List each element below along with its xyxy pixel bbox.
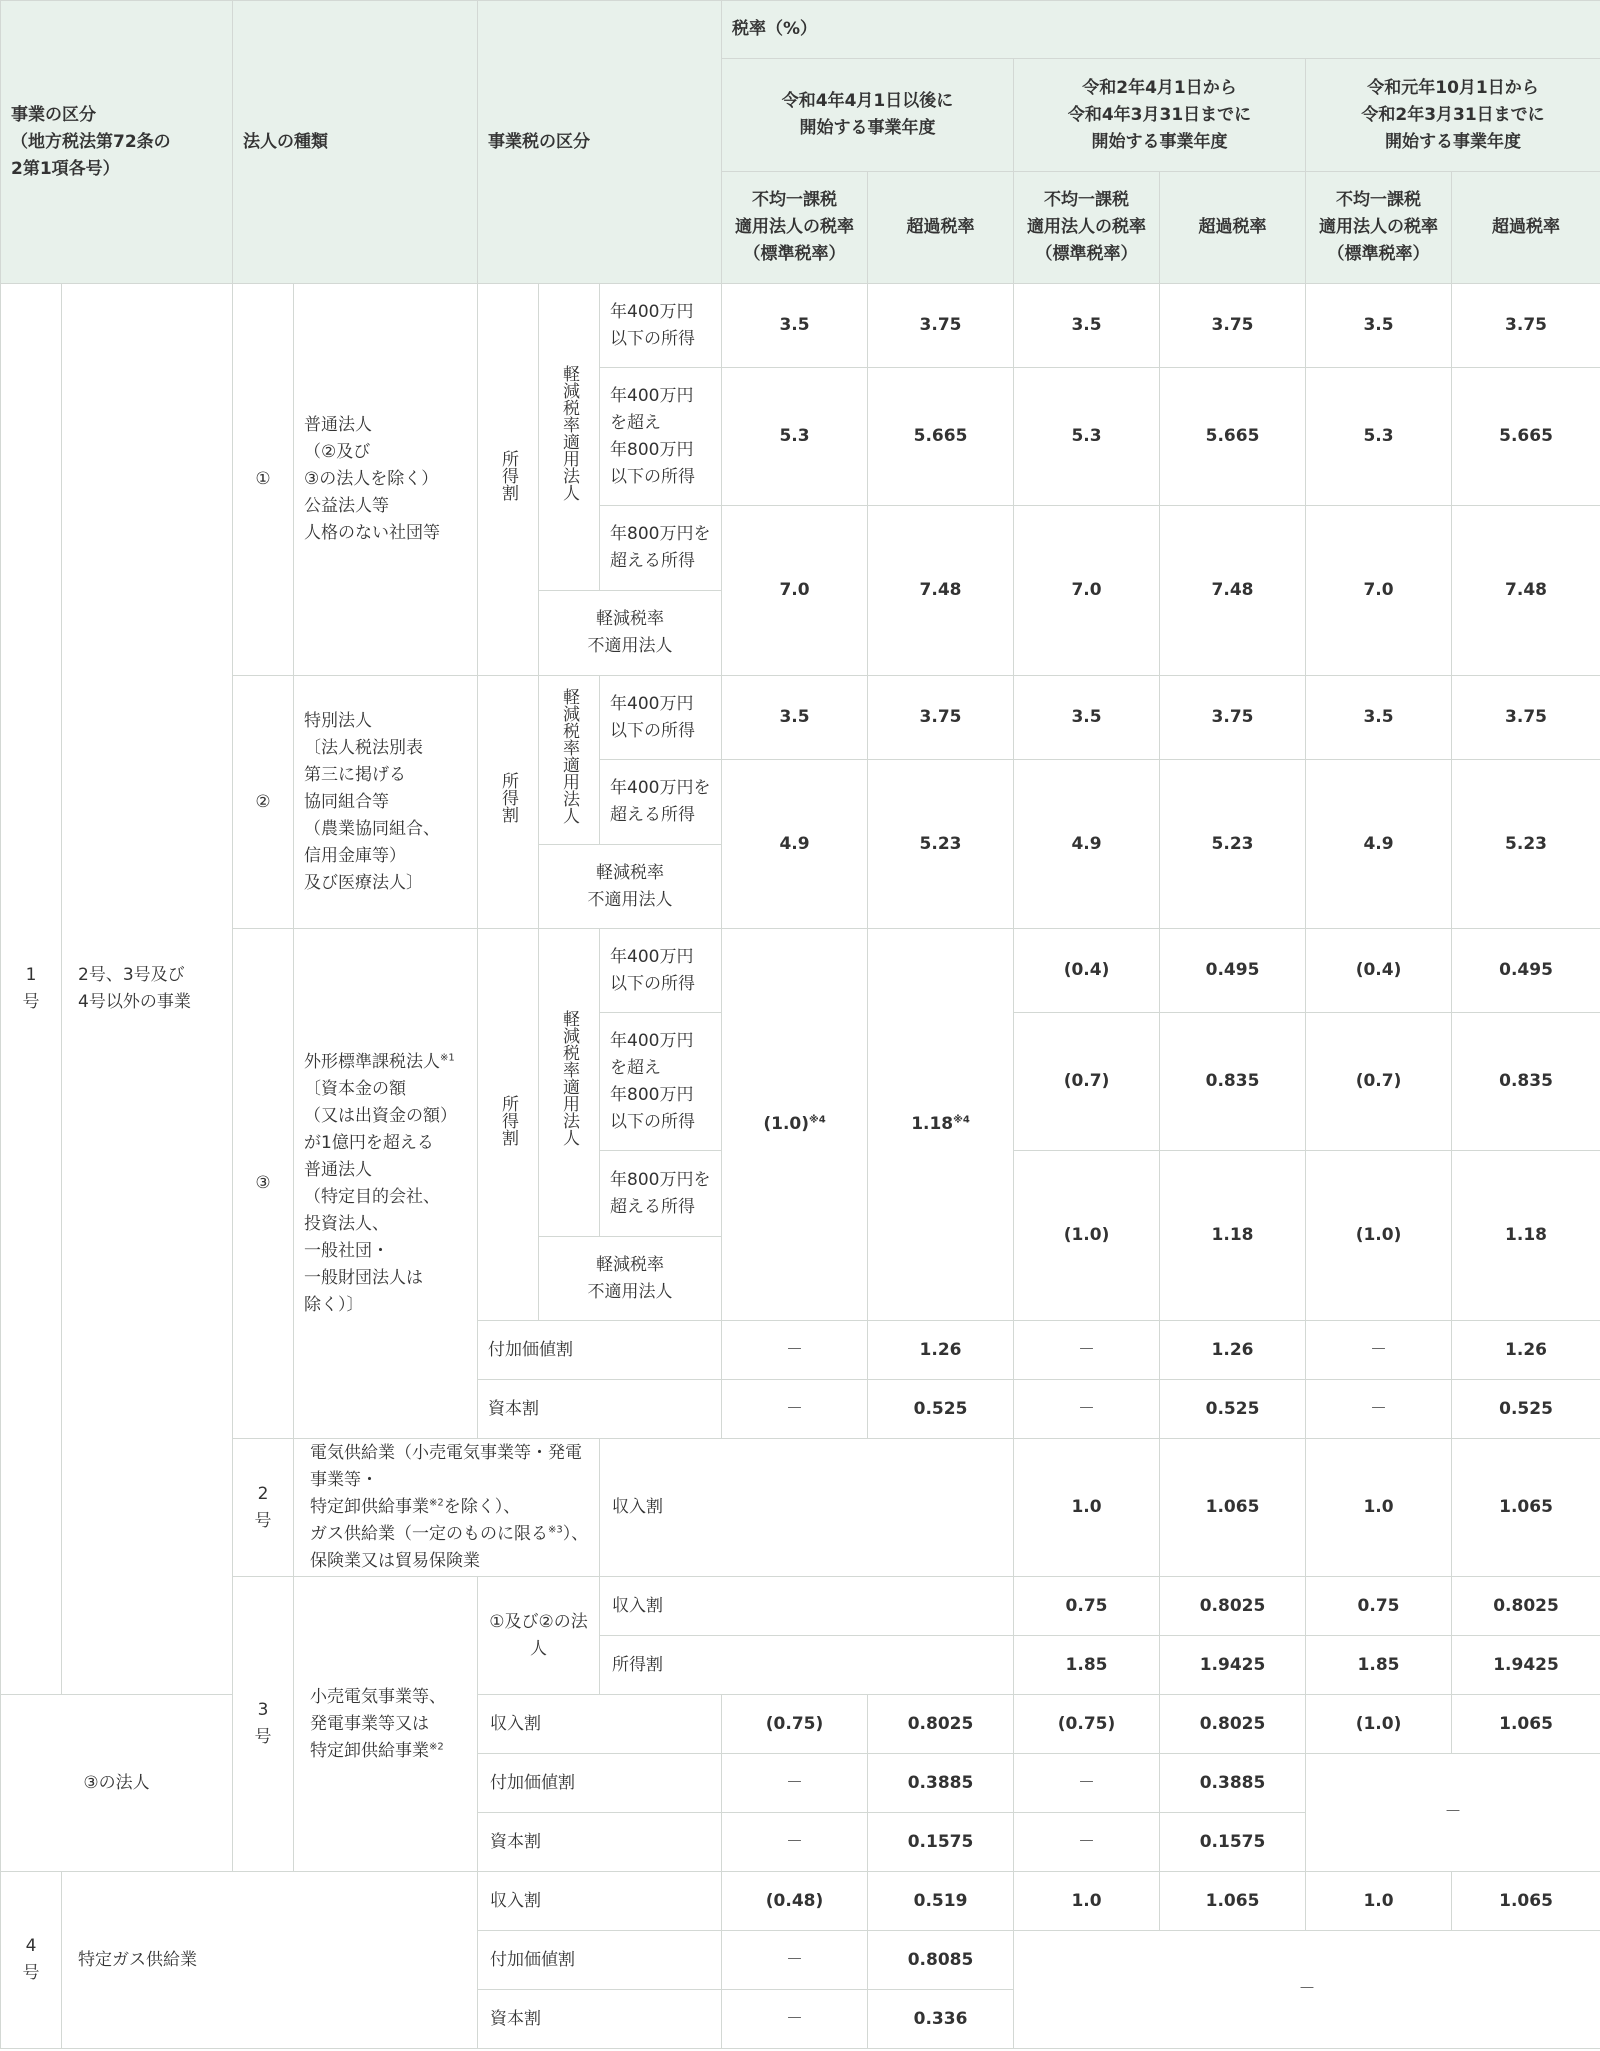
rate-value: (0.48) [722, 1872, 868, 1931]
rate-value: 3.5 [722, 676, 868, 760]
shihon-label: 資本割 [478, 1813, 722, 1872]
business-no-3: 小売電気事業等、 発電事業等又は 特定卸供給事業$^{※2}$ [294, 1577, 478, 1872]
shihon-label: 資本割 [478, 1380, 722, 1439]
rate-value: 1.065 [1160, 1439, 1306, 1577]
rate-value: 1.0 [1014, 1872, 1160, 1931]
table-row [1, 929, 1600, 1013]
rate-value: 3.75 [868, 284, 1014, 368]
rate-value: － [722, 1990, 868, 2049]
shunyu-label: 収入割 [600, 1439, 1014, 1577]
rate-value: 0.525 [868, 1380, 1014, 1439]
rate-value: － [1014, 1754, 1160, 1813]
rate-value: － [722, 1931, 868, 1990]
rate-value: 0.75 [1306, 1577, 1452, 1636]
shunyu-label: 収入割 [600, 1577, 1014, 1636]
rate-value: 0.75 [1014, 1577, 1160, 1636]
rate-value: 7.48 [868, 506, 1014, 676]
rate-value: 0.835 [1452, 1013, 1600, 1151]
corp-3-label: ③の法人 [1, 1695, 233, 1872]
corp-type-2: 特別法人 〔法人税法別表 第三に掲げる 協同組合等 （農業協同組合、 信用金庫等） 及び医療法人〕 [294, 676, 478, 929]
rate-value: 0.495 [1452, 929, 1600, 1013]
rate-value: 0.525 [1160, 1380, 1306, 1439]
corp-circle-3: ③ [233, 929, 294, 1439]
rate-value: 0.8085 [868, 1931, 1014, 1990]
rate-value: 4.9 [1014, 760, 1160, 929]
table-row [1, 284, 1600, 368]
rate-value: (1.0) [1306, 1695, 1452, 1754]
rate-value: 0.3885 [1160, 1754, 1306, 1813]
shotoku-label: 所得割 [600, 1636, 1014, 1695]
header-tax-rate: 税率（%） [722, 1, 1600, 59]
rate-value: 1.065 [1452, 1695, 1600, 1754]
rate-value: 5.23 [868, 760, 1014, 929]
rate-value: 3.5 [1014, 676, 1160, 760]
rate-value: 1.065 [1160, 1872, 1306, 1931]
rate-value: 5.23 [1452, 760, 1600, 929]
income-bracket: 年800万円を 超える所得 [600, 506, 722, 591]
rate-value: 7.0 [722, 506, 868, 676]
rate-value: 1.0 [1014, 1439, 1160, 1577]
item-no-1: 1 号 [1, 284, 62, 1695]
table-row [1, 1577, 1600, 1636]
table-row [1, 676, 1600, 760]
rate-value: 3.75 [1160, 676, 1306, 760]
rate-value: 1.18$^{※4}$ [868, 929, 1014, 1321]
not-keigen-label: 軽減税率 不適用法人 [539, 845, 722, 929]
keigen-label: 軽減税率適用法人 [539, 676, 600, 845]
shotokuwari-label: 所得割 [478, 929, 539, 1321]
corp-circle-2: ② [233, 676, 294, 929]
rate-value: 7.0 [1014, 506, 1160, 676]
rate-value: － [1014, 1380, 1160, 1439]
income-bracket: 年400万円 を超え 年800万円 以下の所得 [600, 1013, 722, 1151]
shunyu-label: 収入割 [478, 1695, 722, 1754]
corp-type-3: 外形標準課税法人$^{※1}$ 〔資本金の額 （又は出資金の額） が1億円を超える 普通法人 （特定目的会社、 投資法人、 一般社団・ 一般財団法人は 除く）〕 [294, 929, 478, 1439]
rate-value: 0.519 [868, 1872, 1014, 1931]
rate-value: (1.0) [1306, 1151, 1452, 1321]
fuka-label: 付加価値割 [478, 1321, 722, 1380]
rate-value: 3.75 [1160, 284, 1306, 368]
rate-value: 3.5 [1306, 676, 1452, 760]
rate-value: 0.495 [1160, 929, 1306, 1013]
rate-value: 1.18 [1160, 1151, 1306, 1321]
rate-value: (0.75) [722, 1695, 868, 1754]
shotokuwari-label: 所得割 [478, 676, 539, 929]
rate-value: 0.3885 [868, 1754, 1014, 1813]
rate-value: － [1014, 1813, 1160, 1872]
table-row [1, 1872, 1600, 1931]
income-bracket: 年400万円 以下の所得 [600, 929, 722, 1013]
header-period-r1: 令和元年10月1日から 令和2年3月31日までに 開始する事業年度 [1306, 59, 1600, 172]
income-bracket: 年400万円 を超え 年800万円 以下の所得 [600, 368, 722, 506]
rate-value: (0.7) [1014, 1013, 1160, 1151]
dash-cell: － [1014, 1931, 1600, 2049]
rate-value: 5.665 [1452, 368, 1600, 506]
rate-value: $(1.0)^{※4}$ [722, 929, 868, 1321]
header-excess-rate: 超過税率 [1452, 172, 1600, 284]
income-bracket: 年400万円 以下の所得 [600, 284, 722, 368]
rate-value: 0.336 [868, 1990, 1014, 2049]
rate-value: 1.065 [1452, 1872, 1600, 1931]
rate-value: 5.3 [1306, 368, 1452, 506]
corp-type-1: 普通法人 （②及び ③の法人を除く） 公益法人等 人格のない社団等 [294, 284, 478, 676]
item-no-4: 4 号 [1, 1872, 62, 2049]
rate-value: 5.3 [1014, 368, 1160, 506]
rate-value: 7.48 [1160, 506, 1306, 676]
rate-value: 1.85 [1306, 1636, 1452, 1695]
keigen-label: 軽減税率適用法人 [539, 284, 600, 591]
business-no-1: 2号、3号及び 4号以外の事業 [62, 284, 233, 1695]
rate-value: 1.065 [1452, 1439, 1600, 1577]
shunyu-label: 収入割 [478, 1872, 722, 1931]
keigen-label: 軽減税率適用法人 [539, 929, 600, 1237]
rate-value: (1.0) [1014, 1151, 1160, 1321]
rate-value: － [1306, 1380, 1452, 1439]
table-row [1, 1439, 1600, 1577]
fuka-label: 付加価値割 [478, 1754, 722, 1813]
rate-value: 1.26 [1452, 1321, 1600, 1380]
shihon-label: 資本割 [478, 1990, 722, 2049]
header-standard-rate: 不均一課税 適用法人の税率 （標準税率） [1306, 172, 1452, 284]
not-keigen-label: 軽減税率 不適用法人 [539, 1237, 722, 1321]
rate-value: 7.0 [1306, 506, 1452, 676]
rate-value: － [1014, 1321, 1160, 1380]
rate-value: 3.75 [1452, 676, 1600, 760]
rate-value: (0.4) [1014, 929, 1160, 1013]
rate-value: 0.8025 [1452, 1577, 1600, 1636]
income-bracket: 年400万円を 超える所得 [600, 760, 722, 845]
header-standard-rate: 不均一課税 適用法人の税率 （標準税率） [722, 172, 868, 284]
rate-value: 0.1575 [1160, 1813, 1306, 1872]
rate-value: 1.85 [1014, 1636, 1160, 1695]
rate-value: (0.4) [1306, 929, 1452, 1013]
dash-cell: － [1306, 1754, 1600, 1872]
rate-value: (0.75) [1014, 1695, 1160, 1754]
business-no-2: 電気供給業（小売電気事業等・発電事業等・ 特定卸供給事業$^{※2}$を除く）、 ガス供給業（一定のものに限る$^{※3}$）、 保険業又は貿易保険業 [294, 1439, 600, 1577]
rate-value: 0.8025 [868, 1695, 1014, 1754]
fuka-label: 付加価値割 [478, 1931, 722, 1990]
rate-value: 1.18 [1452, 1151, 1600, 1321]
rate-value: － [722, 1754, 868, 1813]
rate-value: 7.48 [1452, 506, 1600, 676]
rate-value: 0.8025 [1160, 1577, 1306, 1636]
rate-value: (0.7) [1306, 1013, 1452, 1151]
rate-value: － [722, 1380, 868, 1439]
header-excess-rate: 超過税率 [1160, 172, 1306, 284]
header-tax-category: 事業税の区分 [478, 1, 722, 284]
item-no-3: 3 号 [233, 1577, 294, 1872]
corp-circle-1: ① [233, 284, 294, 676]
rate-value: 3.5 [1014, 284, 1160, 368]
rate-value: 4.9 [1306, 760, 1452, 929]
rate-value: 0.1575 [868, 1813, 1014, 1872]
rate-value: 1.0 [1306, 1872, 1452, 1931]
rate-value: － [1306, 1321, 1452, 1380]
business-no-4: 特定ガス供給業 [62, 1872, 478, 2049]
shotokuwari-label: 所得割 [478, 284, 539, 676]
rate-value: 4.9 [722, 760, 868, 929]
rate-value: 5.665 [1160, 368, 1306, 506]
header-period-r4: 令和4年4月1日以後に 開始する事業年度 [722, 59, 1014, 172]
rate-value: 3.5 [1306, 284, 1452, 368]
rate-value: 1.9425 [1160, 1636, 1306, 1695]
not-keigen-label: 軽減税率 不適用法人 [539, 591, 722, 676]
header-business-category: 事業の区分 （地方税法第72条の 2第1項各号） [1, 1, 233, 284]
item-no-2: 2 号 [233, 1439, 294, 1577]
rate-value: － [722, 1321, 868, 1380]
header-period-r2: 令和2年4月1日から 令和4年3月31日までに 開始する事業年度 [1014, 59, 1306, 172]
rate-value: 5.23 [1160, 760, 1306, 929]
rate-value: 1.26 [868, 1321, 1014, 1380]
income-bracket: 年800万円を 超える所得 [600, 1151, 722, 1237]
income-bracket: 年400万円 以下の所得 [600, 676, 722, 760]
rate-value: 1.26 [1160, 1321, 1306, 1380]
rate-value: 3.5 [722, 284, 868, 368]
rate-value: 1.9425 [1452, 1636, 1600, 1695]
corp-12-label: ①及び②の法人 [478, 1577, 600, 1695]
header-standard-rate: 不均一課税 適用法人の税率 （標準税率） [1014, 172, 1160, 284]
rate-value: 3.75 [868, 676, 1014, 760]
rate-value: 1.0 [1306, 1439, 1452, 1577]
rate-value: 5.665 [868, 368, 1014, 506]
rate-value: 0.8025 [1160, 1695, 1306, 1754]
rate-value: 3.75 [1452, 284, 1600, 368]
rate-value: － [722, 1813, 868, 1872]
header-corp-type: 法人の種類 [233, 1, 478, 284]
rate-value: 0.835 [1160, 1013, 1306, 1151]
rate-value: 0.525 [1452, 1380, 1600, 1439]
rate-value: 5.3 [722, 368, 868, 506]
header-excess-rate: 超過税率 [868, 172, 1014, 284]
